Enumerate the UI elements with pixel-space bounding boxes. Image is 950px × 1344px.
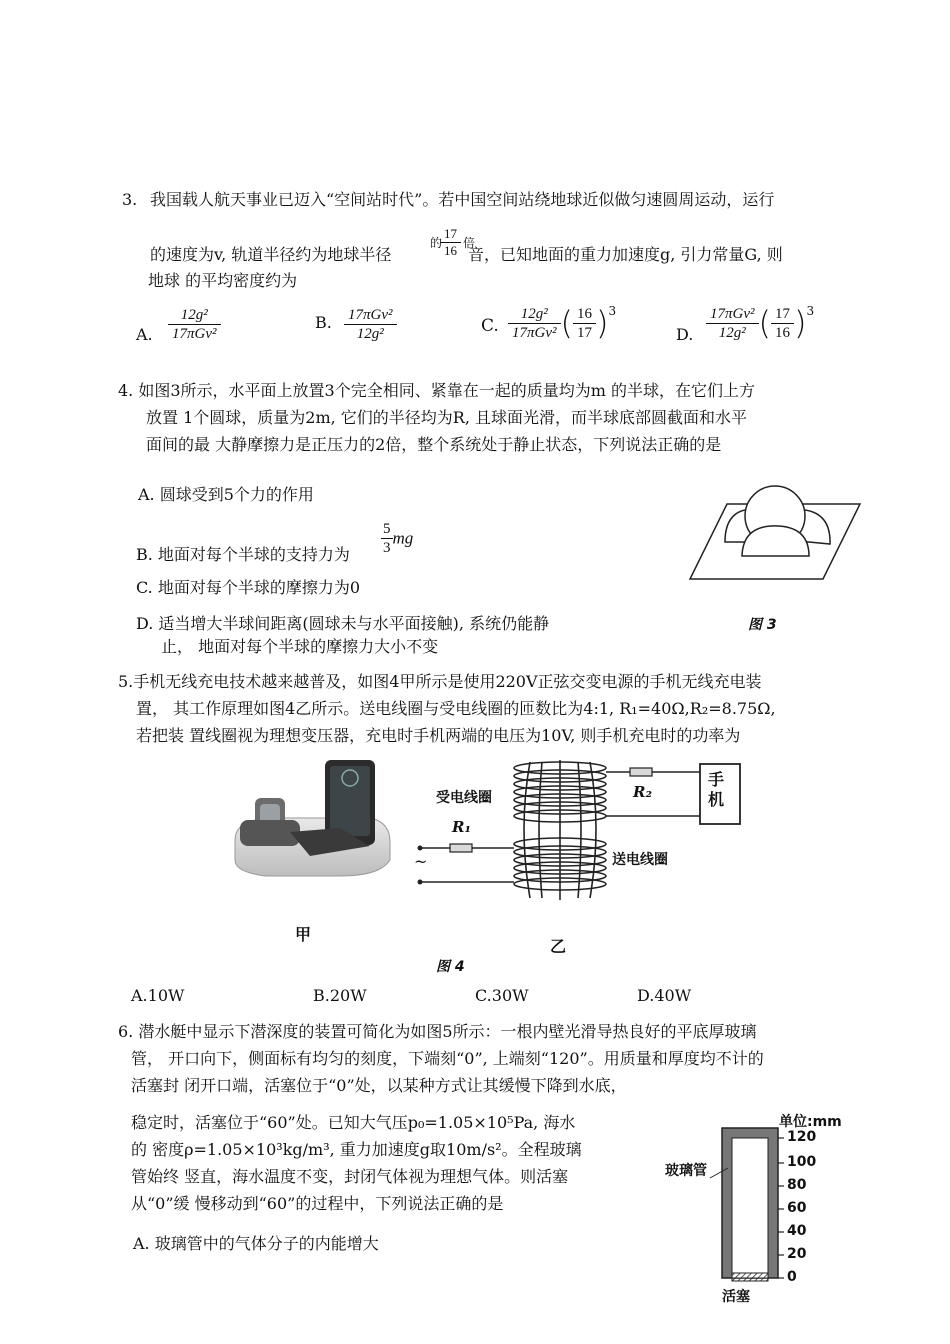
q5-option-b: B.20W (313, 986, 367, 1005)
label-r1: R₁ (452, 818, 472, 836)
q3-ratio-num: 17 (440, 226, 461, 243)
label-receive-coil: 受电线圈 (436, 790, 492, 806)
figure-4-charger-photo (230, 760, 395, 880)
q4-option-b-den: 3 (383, 540, 391, 556)
tick-label-20: 20 (787, 1246, 807, 1262)
terminal-bottom (418, 880, 423, 885)
q3-overlay-bei: 倍 (463, 236, 476, 250)
q3-option-c-pden: 17 (577, 324, 592, 341)
q6-line2: 管， 开口向下，侧面标有均匀的刻度，下端刻“0”, 上端刻“120”。用质量和厚度均不计的 (131, 1049, 764, 1068)
q6-line1: 6. 潜水艇中显示下潜深度的装置可简化为如图5所示：一根内壁光滑导热良好的平底厚玻璃 (118, 1022, 757, 1041)
q5-option-a: A.10W (131, 986, 185, 1005)
piston (732, 1273, 768, 1281)
field-line-4 (578, 762, 581, 898)
field-line-5 (590, 762, 596, 898)
resistor-r1 (450, 844, 472, 852)
q4-line2: 放置 1个圆球，质量为2m, 它们的半径均为R, 且球面光滑，而半球底部圆截面和水平 (146, 408, 748, 427)
q3-option-d-num: 17πGv² (706, 305, 759, 324)
tick-label-0: 0 (787, 1269, 797, 1285)
q4-option-c: C. 地面对每个半球的摩擦力为0 (136, 578, 361, 597)
q4-option-b-mg: mg (392, 528, 414, 548)
q3-option-b-den: 12g² (356, 326, 384, 342)
q3-option-a-fraction (168, 306, 221, 343)
q6-line5: 的 密度ρ=1.05×10³kg/m³, 重力加速度g取10m/s²。全程玻璃 (131, 1140, 582, 1159)
q3-option-d-pfraction (771, 305, 794, 342)
q3-option-c-label: C. (481, 316, 499, 336)
q3-option-a-label: A. (136, 325, 153, 344)
q5-option-d: D.40W (637, 986, 692, 1005)
q3-ratio-den: 16 (444, 243, 457, 258)
q3-line2b: 音，已知地面的重力加速度g, 引力常量G, 则 (468, 245, 783, 264)
q5-option-c: C.30W (475, 986, 529, 1005)
tick-label-100: 100 (787, 1154, 817, 1170)
q3-ratio (430, 226, 476, 266)
q3-option-c-expr (508, 304, 616, 342)
q3-option-d-fraction (706, 305, 759, 342)
q3-option-c-rparen: ) (596, 304, 609, 342)
q3-option-d-expr (706, 304, 814, 342)
q3-option-d-label: D. (676, 325, 694, 344)
charger-phone-screen (330, 766, 370, 836)
label-phone: 手机 (708, 770, 725, 809)
q4-option-b-num: 5 (383, 521, 391, 537)
q6-line7: 从“0”缓 慢移动到“60”的过程中，下列说法正确的是 (131, 1194, 504, 1213)
q3-number: 3. (122, 190, 138, 209)
label-ac-source: ~ (414, 852, 428, 871)
q3-option-c-pfraction (573, 305, 596, 342)
label-r2: R₂ (633, 783, 653, 801)
q3-overlay-de: 的 (430, 236, 443, 250)
q6-line4: 稳定时，活塞位于“60”处。已知大气压p₀=1.05×10⁵Pa, 海水 (131, 1113, 576, 1132)
field-line-1 (524, 762, 530, 898)
q3-option-b-label: B. (315, 313, 332, 332)
q3-option-c-pnum: 16 (573, 305, 596, 324)
tick-label-120: 120 (787, 1129, 817, 1145)
q4-option-b-value (381, 520, 413, 557)
resistor-r2 (630, 768, 652, 776)
q6-option-a: A. 玻璃管中的气体分子的内能增大 (133, 1234, 379, 1253)
q3-option-d-pnum: 17 (771, 305, 794, 324)
q5-line1: 5.手机无线充电技术越来越普及，如图4甲所示是使用220V正弦交变电源的手机无线充电装 (118, 672, 762, 691)
q3-option-d-den: 12g² (718, 324, 746, 341)
q4-option-b: B. 地面对每个半球的支持力为 (136, 545, 350, 564)
q4-line1: 4. 如图3所示，水平面上放置3个完全相同、紧靠在一起的质量均为m 的半球，在它们上方 (118, 381, 755, 400)
figure-5-piston-label: 活塞 (722, 1289, 750, 1305)
label-send-coil: 送电线圈 (612, 852, 668, 868)
q4-option-d-line1: D. 适当增大半球间距离(圆球未与水平面接触), 系统仍能静 (136, 614, 550, 633)
q5-line3: 若把装 置线圈视为理想变压器，充电时手机两端的电压为10V, 则手机充电时的功率为 (136, 726, 741, 745)
q3-line3: 地球 的平均密度约为 (148, 271, 298, 290)
q3-option-d-exp: 3 (806, 304, 815, 318)
tube-bore (732, 1138, 768, 1278)
q3-line1: 我国载人航天事业已迈入“空间站时代”。若中国空间站绕地球近似做匀速圆周运动，运行 (150, 190, 775, 209)
figure-3-hemispheres (685, 484, 865, 584)
q4-line3: 面间的最 大静摩擦力是正压力的2倍，整个系统处于静止状态，下列说法正确的是 (146, 435, 722, 454)
q6-line3: 活塞封 闭开口端，活塞位于“0”处，以某种方式让其缓慢下降到水底， (131, 1076, 627, 1095)
q3-option-a-num: 12g² (168, 306, 221, 325)
figure-5-tube-label: 玻璃管 (665, 1163, 707, 1179)
q3-option-c-exp: 3 (608, 304, 617, 318)
figure-4-caption: 图 4 (436, 959, 465, 975)
q3-option-d-lparen: ( (758, 304, 771, 342)
q3-option-d-pden: 16 (775, 324, 790, 341)
figure-4-label-yi: 乙 (550, 937, 567, 956)
q3-line2a: 的速度为v, 轨道半径约为地球半径 (150, 245, 392, 264)
q4-option-a: A. 圆球受到5个力的作用 (138, 485, 314, 504)
q4-option-d-line2: 止， 地面对每个半球的摩擦力大小不变 (161, 637, 439, 656)
tick-label-80: 80 (787, 1177, 807, 1193)
tick-label-60: 60 (787, 1200, 807, 1216)
q3-option-b-num: 17πGv² (344, 306, 397, 325)
figure-4-label-jia: 甲 (295, 925, 312, 944)
q3-option-c-lparen: ( (560, 304, 573, 342)
q3-option-c-fraction (508, 305, 561, 342)
q3-option-a-den: 17πGv² (172, 326, 217, 342)
q3-option-b-fraction (344, 306, 397, 343)
q3-option-c-den: 17πGv² (512, 324, 557, 341)
q6-line6: 管始终 竖直，海水温度不变，封闭气体视为理想气体。则活塞 (131, 1167, 569, 1186)
q3-option-d-rparen: ) (794, 304, 807, 342)
field-line-2 (539, 762, 542, 898)
terminal-top (418, 846, 423, 851)
figure-5-unit: 单位:mm (779, 1114, 842, 1130)
q3-option-c-num: 12g² (508, 305, 561, 324)
figure-3-caption: 图 3 (748, 617, 777, 633)
tick-label-40: 40 (787, 1223, 807, 1239)
q4-option-b-fraction (381, 520, 393, 557)
q3-ratio-fraction (440, 226, 461, 259)
q5-line2: 置， 其工作原理如图4乙所示。送电线圈与受电线圈的匝数比为4:1, R₁=40Ω,R₂=8.75Ω, (136, 699, 776, 718)
